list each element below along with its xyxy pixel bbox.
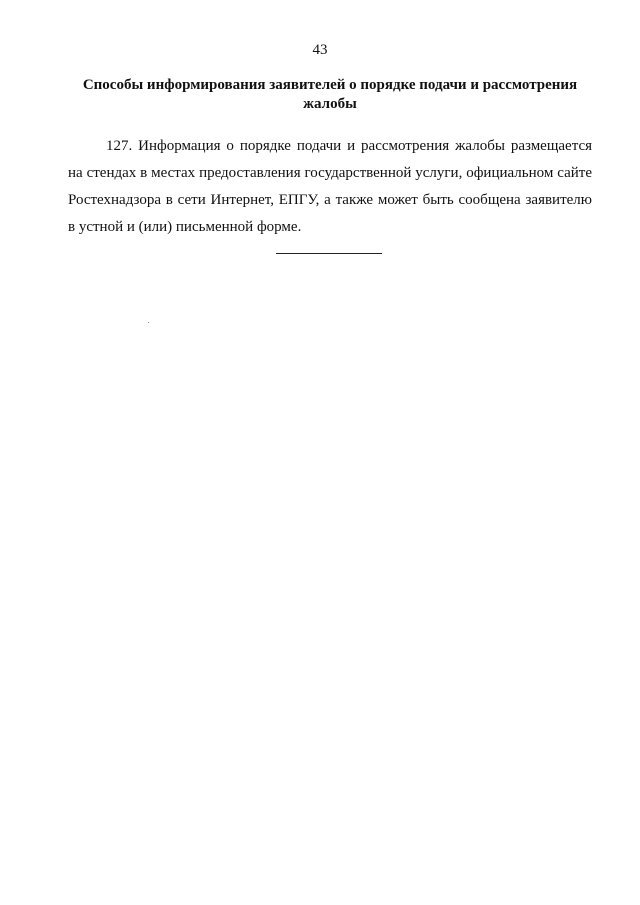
paragraph-line: в устной и (или) письменной форме. [68,219,302,235]
section-heading-line: Способы информирования заявителей о порядке подачи и рассмотрения [82,77,578,93]
section-heading-line: жалобы [303,96,357,112]
section-heading [68,76,592,114]
paragraph-line: Ростехнадзора в сети Интернет, ЕПГУ, а также может быть сообщена заявителю [68,192,592,208]
scan-speck [148,322,149,323]
section-end-rule [276,253,382,254]
paragraph-127 [68,133,592,241]
paragraph-line: на стендах в местах предоставления государственной услуги, официальном сайте [68,165,592,181]
paragraph-line: 127. Информация о порядке подачи и рассмотрения жалобы размещается [106,138,592,154]
page-number: 43 [312,42,328,58]
